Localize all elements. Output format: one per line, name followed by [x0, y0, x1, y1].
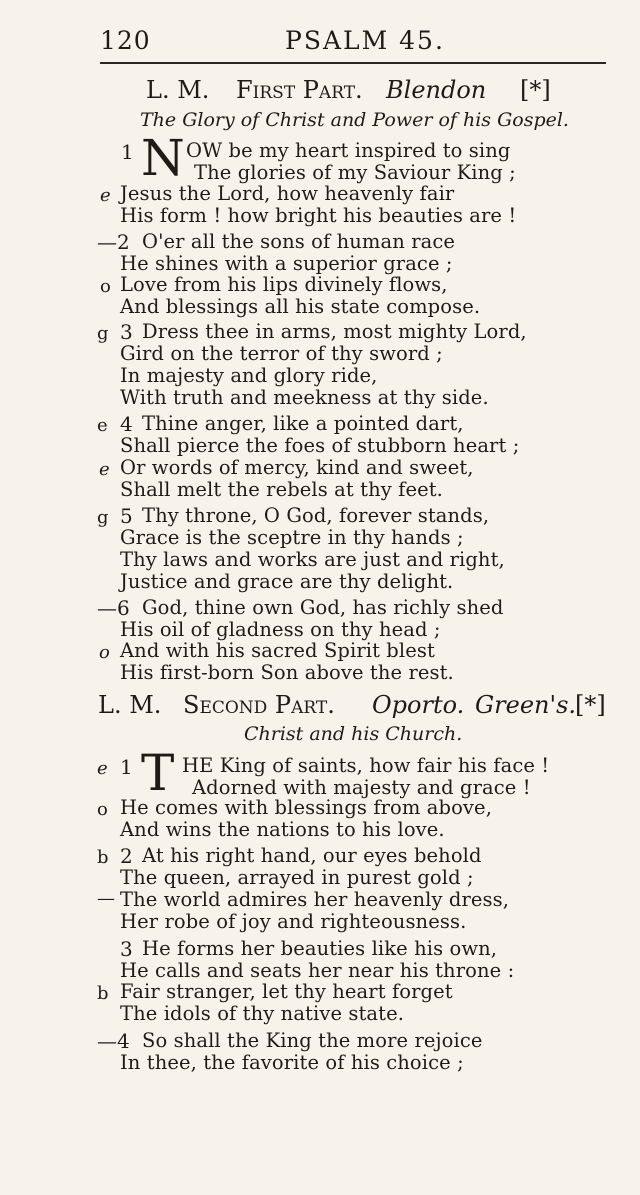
p2-v3-line1: He forms her beauties like his own,	[142, 937, 498, 960]
p1-v5-line3: Thy laws and works are just and right,	[120, 548, 505, 571]
p2-v3-line4: The idols of thy native state.	[120, 1002, 405, 1025]
p2-v3-number: 3	[120, 937, 133, 961]
p2-v1-dropcap: T	[141, 744, 175, 802]
p1-v5-line1: Thy throne, O God, forever stands,	[142, 504, 490, 527]
part2-tune2: Green's.	[475, 691, 577, 719]
p2-v3-line3: Fair stranger, let thy heart forget	[120, 980, 453, 1003]
p2-v1-mark3: o	[97, 799, 108, 820]
p1-v3-line3: In majesty and glory ride,	[120, 364, 378, 387]
p1-v2-line2: He shines with a superior grace ;	[120, 252, 453, 275]
p2-v1-line2: Adorned with majesty and grace !	[192, 776, 531, 799]
p2-v2-line2: The queen, arrayed in purest gold ;	[120, 866, 474, 889]
p1-v3-number: 3	[120, 320, 133, 344]
p2-v1-line4: And wins the nations to his love.	[120, 818, 445, 841]
p2-v2-number: 2	[120, 844, 133, 868]
p2-v4-line1: So shall the King the more rejoice	[142, 1029, 483, 1052]
p1-v2-mark3: o	[100, 276, 111, 297]
part2-part-label: Second Part.	[183, 691, 335, 719]
p1-v6-line3: And with his sacred Spirit blest	[120, 639, 435, 662]
part2-bracket: [*]	[575, 691, 606, 719]
p1-v4-mark3: e	[99, 459, 110, 480]
p2-v4-prefix: —4	[97, 1029, 130, 1053]
p2-v4-line2: In thee, the favorite of his choice ;	[120, 1051, 464, 1074]
page-title: PSALM 45.	[285, 26, 445, 55]
p1-v5-number: 5	[120, 504, 133, 528]
p1-v1-mark3: e	[100, 185, 111, 206]
header-rule	[100, 62, 606, 64]
p1-v1-line2: The glories of my Saviour King ;	[194, 161, 516, 184]
part2-meter: L. M.	[98, 691, 162, 719]
p1-v4-line2: Shall pierce the foes of stubborn heart ;	[120, 434, 520, 457]
part1-meter: L. M.	[146, 76, 210, 104]
part1-bracket: [*]	[520, 76, 551, 104]
p2-v1-mark: e	[97, 758, 108, 779]
p1-v3-line1: Dress thee in arms, most mighty Lord,	[142, 320, 527, 343]
p1-v1-number: 1	[121, 140, 134, 164]
p2-v1-line1: HE King of saints, how fair his face !	[182, 754, 550, 777]
part1-subtitle: The Glory of Christ and Power of his Gospel.	[140, 109, 569, 131]
p1-v5-line4: Justice and grace are thy delight.	[120, 570, 454, 593]
p2-v3-line2: He calls and seats her near his throne :	[120, 959, 515, 982]
p1-v6-line2: His oil of gladness on thy head ;	[120, 618, 441, 641]
p1-v2-prefix: —2	[97, 230, 130, 254]
p1-v6-line4: His first-born Son above the rest.	[120, 661, 454, 684]
p1-v2-line3: Love from his lips divinely flows,	[120, 273, 448, 296]
p2-v2-line3: The world admires her heavenly dress,	[120, 888, 510, 911]
p1-v4-number: 4	[120, 412, 133, 436]
part2-subtitle: Christ and his Church.	[244, 723, 463, 745]
part1-part-label: First Part.	[236, 76, 363, 104]
p1-v2-line4: And blessings all his state compose.	[120, 295, 481, 318]
p1-v4-line3: Or words of mercy, kind and sweet,	[120, 456, 474, 479]
p2-v1-number: 1	[120, 755, 133, 779]
p1-v6-prefix: —6	[97, 596, 130, 620]
part2-tune1: Oporto.	[372, 691, 465, 719]
p1-v6-mark3: o	[99, 642, 110, 663]
part1-tune: Blendon	[386, 76, 487, 104]
p1-v1-line4: His form ! how bright his beauties are !	[120, 204, 517, 227]
p1-v1-line1: OW be my heart inspired to sing	[186, 139, 511, 162]
page-number: 120	[100, 26, 151, 55]
p1-v4-line4: Shall melt the rebels at thy feet.	[120, 478, 443, 501]
p1-v3-mark: g	[97, 323, 109, 344]
p1-v3-line2: Gird on the terror of thy sword ;	[120, 342, 443, 365]
p2-v2-line4: Her robe of joy and righteousness.	[120, 910, 467, 933]
p1-v5-line2: Grace is the sceptre in thy hands ;	[120, 526, 464, 549]
p2-v2-line1: At his right hand, our eyes behold	[142, 844, 482, 867]
p1-v1-dropcap: N	[141, 129, 185, 187]
p1-v4-mark: e	[97, 415, 108, 436]
p2-v2-mark: b	[97, 847, 109, 868]
p1-v1-line3: Jesus the Lord, how heavenly fair	[120, 182, 455, 205]
p2-v1-line3: He comes with blessings from above,	[120, 796, 492, 819]
p1-v4-line1: Thine anger, like a pointed dart,	[142, 412, 464, 435]
p1-v2-line1: O'er all the sons of human race	[142, 230, 456, 253]
p1-v6-line1: God, thine own God, has richly shed	[142, 596, 504, 619]
p1-v5-mark: g	[97, 507, 109, 528]
p2-v2-mark3: —	[97, 888, 115, 909]
p1-v3-line4: With truth and meekness at thy side.	[120, 386, 489, 409]
p2-v3-mark3: b	[97, 983, 109, 1004]
